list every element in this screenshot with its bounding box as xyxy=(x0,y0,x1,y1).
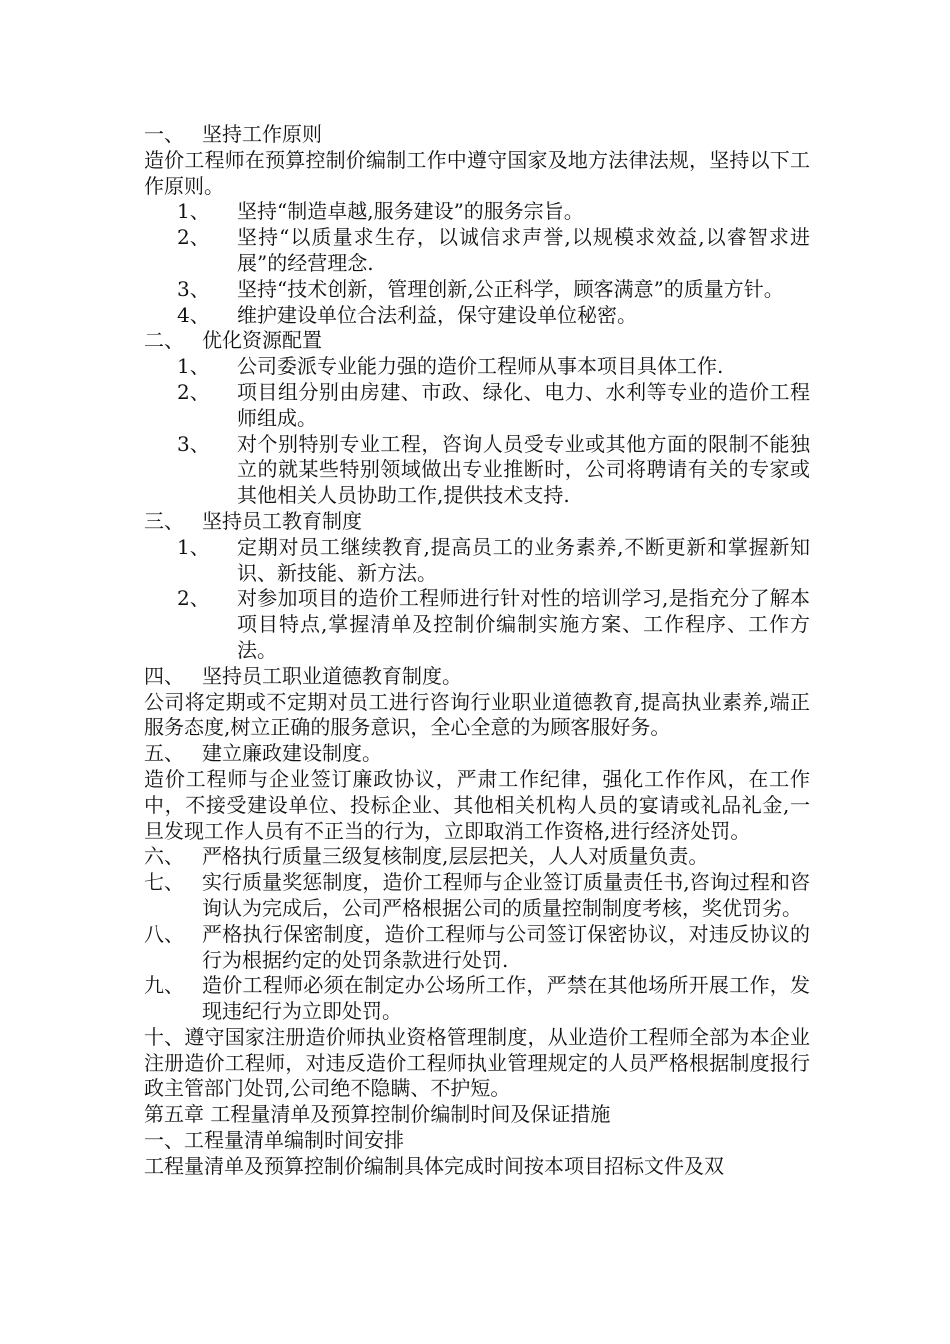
numbered-clause xyxy=(144,922,810,974)
chapter-title: 第五章 工程量清单及预算控制价编制时间及保证措施 xyxy=(144,1102,611,1127)
heading-text: 建立廉政建设制度。 xyxy=(202,741,382,766)
paragraph: 十、遵守国家注册造价师执业资格管理制度，从业造价工程师全部为本企业注册造价工程师，对违反造价工程师执业管理规定的人员严格根据制度报行政主管部门处罚,公司绝不隐瞒、不护短。 xyxy=(144,1024,810,1101)
section-heading xyxy=(144,741,810,767)
heading-text: 优化资源配置 xyxy=(202,328,322,353)
document-page xyxy=(144,122,810,1180)
paragraph: 造价工程师与企业签订廉政协议，严肃工作纪律，强化工作作风，在工作中，不接受建设单位、投标企业、其他相关机构人员的宴请或礼品礼金,一旦发现工作人员有不正当的行为，立即取消工作资格,进行经济处罚。 xyxy=(144,766,810,843)
list-item xyxy=(144,277,810,303)
list-item xyxy=(144,586,810,663)
item-number: 2、 xyxy=(177,586,210,611)
numbered-clause xyxy=(144,844,810,870)
item-number: 3、 xyxy=(177,276,210,301)
item-number: 3、 xyxy=(177,431,210,456)
item-text: 公司委派专业能力强的造价工程师从事本项目具体工作. xyxy=(237,354,724,379)
item-text: 对个别特别专业工程，咨询人员受专业或其他方面的限制不能独立的就某些特别领域做出专业推断时，公司将聘请有关的专家或其他相关人员协助工作,提供技术支持. xyxy=(237,431,810,508)
list-item xyxy=(144,225,810,277)
section-heading xyxy=(144,509,810,535)
item-text: 对参加项目的造价工程师进行针对性的培训学习,是指充分了解本项目特点,掌握清单及控制价编制实施方案、工作程序、工作方法。 xyxy=(237,586,810,662)
paragraph: 公司将定期或不定期对员工进行咨询行业职业道德教育,提高执业素养,端正服务态度,树立正确的服务意识，全心全意的为顾客服好务。 xyxy=(144,689,810,740)
clause-number: 六、 xyxy=(144,844,184,869)
item-number: 2、 xyxy=(177,225,210,250)
list-item xyxy=(144,535,810,587)
item-number: 2、 xyxy=(177,379,210,404)
item-number: 4、 xyxy=(177,302,210,327)
section-heading xyxy=(144,122,810,148)
item-number: 1、 xyxy=(177,534,210,559)
numbered-clause xyxy=(144,870,810,922)
paragraph: 造价工程师在预算控制价编制工作中遵守国家及地方法律法规，坚持以下工作原则。 xyxy=(144,147,810,198)
clause-text: 实行质量奖惩制度，造价工程师与企业签订质量责任书,咨询过程和咨询认为完成后，公司严格根据公司的质量控制制度考核，奖优罚劣。 xyxy=(202,870,810,920)
item-number: 1、 xyxy=(177,354,210,379)
heading-text: 坚持工作原则 xyxy=(202,122,322,146)
item-text: 坚持“以质量求生存，以诚信求声誉,以规模求效益,以睿智求进展”的经营理念. xyxy=(237,225,810,275)
item-number: 1、 xyxy=(177,199,210,224)
list-item xyxy=(144,354,810,380)
list-item xyxy=(144,380,810,432)
section-heading xyxy=(144,328,810,354)
clause-number: 八、 xyxy=(144,921,184,946)
list-item xyxy=(144,432,810,509)
clause-number: 九、 xyxy=(144,973,184,998)
clause-text: 严格执行保密制度，造价工程师与公司签订保密协议，对违反协议的行为根据约定的处罚条款进行处罚. xyxy=(202,921,810,972)
section-title: 一、工程量清单编制时间安排 xyxy=(144,1128,404,1153)
list-item xyxy=(144,199,810,225)
item-text: 坚持“制造卓越,服务建设”的服务宗旨。 xyxy=(237,199,584,224)
item-text: 定期对员工继续教育,提高员工的业务素养,不断更新和掌握新知识、新技能、新方法。 xyxy=(237,534,810,585)
paragraph: 工程量清单及预算控制价编制具体完成时间按本项目招标文件及双 xyxy=(144,1153,724,1178)
section-heading xyxy=(144,664,810,690)
numbered-clause xyxy=(144,973,810,1025)
clause-text: 造价工程师必须在制定办公场所工作，严禁在其他场所开展工作，发现违纪行为立即处罚。 xyxy=(202,973,810,1024)
heading-number: 四、 xyxy=(144,663,184,688)
item-text: 项目组分别由房建、市政、绿化、电力、水利等专业的造价工程师组成。 xyxy=(237,379,810,430)
heading-text: 坚持员工职业道德教育制度。 xyxy=(202,663,462,688)
list-item xyxy=(144,303,810,329)
clause-number: 七、 xyxy=(144,870,184,895)
heading-number: 三、 xyxy=(144,508,184,533)
heading-number: 一、 xyxy=(144,122,184,146)
clause-text: 严格执行质量三级复核制度,层层把关，人人对质量负责。 xyxy=(202,844,709,869)
heading-number: 五、 xyxy=(144,741,184,766)
item-text: 维护建设单位合法利益，保守建设单位秘密。 xyxy=(237,302,637,327)
item-text: 坚持“技术创新，管理创新,公正科学，顾客满意”的质量方针。 xyxy=(237,276,784,301)
heading-text: 坚持员工教育制度 xyxy=(202,508,362,533)
heading-number: 二、 xyxy=(144,328,184,353)
